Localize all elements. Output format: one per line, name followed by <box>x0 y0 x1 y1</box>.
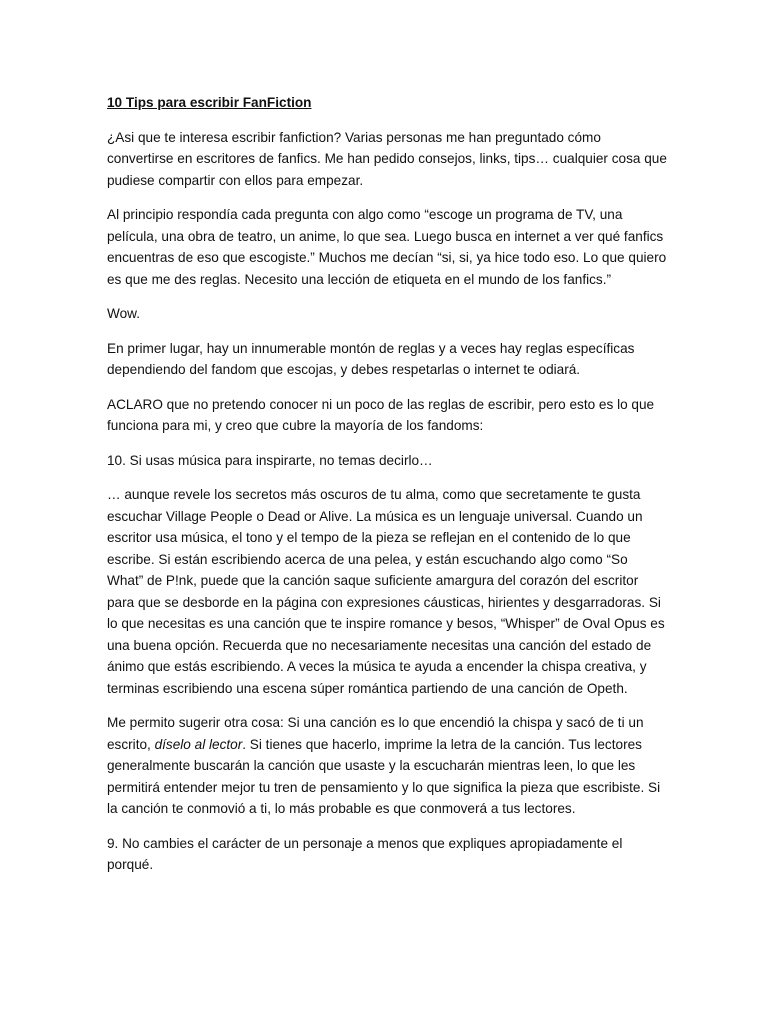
tip-9-heading: 9. No cambies el carácter de un personaje a menos que expliques apropiadamente el porqué. <box>107 835 623 872</box>
paragraph-first-answer: Al principio respondía cada pregunta con algo como “escoge un programa de TV, una película, una obra de teatro, un anime, lo que sea. Luego busca en internet a ver qué fanfics encuentras de eso que escogiste.” Muchos me decían “si, si, ya hice todo eso. Lo que quiero es que me des reglas. Necesito una lección de etiqueta en el mundo de los fanfics.” <box>107 207 667 287</box>
paragraph-disclaimer: ACLARO que no pretendo conocer ni un poco de las reglas de escribir, pero esto es lo que funciona para mi, y creo que cubre la mayoría de los fandoms: <box>107 396 655 433</box>
document-body <box>107 92 667 889</box>
paragraph-wow: Wow. <box>107 306 140 321</box>
paragraph-music: … aunque revele los secretos más oscuros de tu alma, como que secretamente te gusta escuchar Village People o Dead or Alive. La música es un lenguaje universal. Cuando un escritor usa música, el tono y el tempo de la pieza se reflejan en el contenido de lo que escribe. Si están escribiendo acerca de una pelea, y están escuchando algo como “So What” de P!nk, puede que la canción saque suficiente amargura del corazón del escritor para que se desborde en la página con expresiones cáusticas, hirientes y desgarradoras. Si lo que necesitas es una canción que te inspire romance y besos, “Whisper” de Oval Opus es una buena opción. Recuerda que no necesariamente necesitas una canción del estado de ánimo que estás escribiendo. A veces la música te ayuda a encender la chispa creativa, y terminas escribiendo una escena súper romántica partiendo de una canción de Opeth. <box>107 487 665 696</box>
paragraph-intro: ¿Asi que te interesa escribir fanfiction? Varias personas me han preguntado cómo convertirse en escritores de fanfics. Me han pedido consejos, links, tips… cualquier cosa que pudiese compartir con ellos para empezar. <box>107 129 667 188</box>
paragraph-suggestion <box>107 712 667 820</box>
suggestion-text-end: . Si tienes que hacerlo, imprime la letra de la canción. Tus lectores generalmente buscarán la canción que usaste y la escucharán mientras leen, lo que les permitirá entender mejor tu tren de pensamiento y lo que significa la pieza que escribiste. Si la canción te conmovió a ti, lo más probable es que conmoverá a tus lectores. <box>107 736 661 816</box>
paragraph-rules: En primer lugar, hay un innumerable montón de reglas y a veces hay reglas específicas dependiendo del fandom que escojas, y debes respetarlas o internet te odiará. <box>107 340 635 377</box>
document-title: 10 Tips para escribir FanFiction <box>107 95 312 110</box>
suggestion-italic: díselo al lector <box>154 736 243 752</box>
tip-10-heading: 10. Si usas música para inspirarte, no temas decirlo… <box>107 452 433 468</box>
suggestion-text-start: Me permito sugerir otra cosa: Si una canción es lo que encendió la chispa y sacó de ti un escrito, <box>107 715 644 752</box>
